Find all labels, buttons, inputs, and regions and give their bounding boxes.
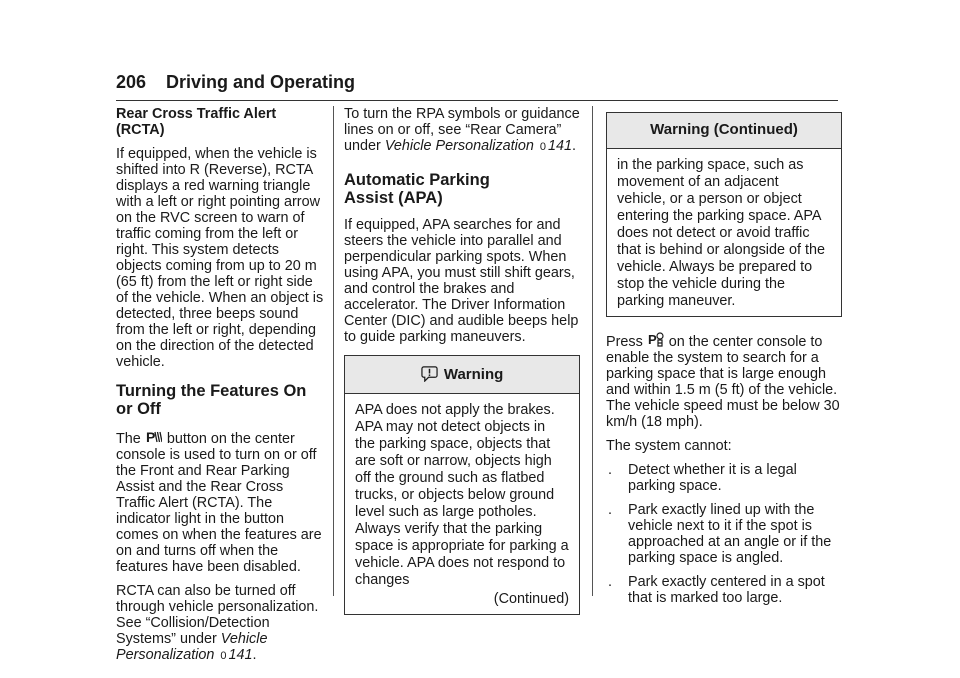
list-item-text: Park exactly lined up with the vehicle next to it if the spot is approached at an angle or if the parking space is angled. (628, 502, 832, 566)
bullet-glyph: . (608, 462, 612, 478)
column-right (606, 106, 842, 614)
page-header (116, 70, 838, 101)
svg-text:P: P (145, 429, 156, 445)
parking-assist-button-icon (648, 331, 664, 349)
rpa-paragraph (344, 106, 580, 155)
warning-text: APA does not apply the brakes. APA may not detect objects in the parking space, objects that are soft or narrow, objects high off the ground such as flatbed trucks, or objects below ground level such as large potholes. Always verify that the parking space is appropriate for parking a vehicle. APA does not respond to changes (355, 402, 569, 588)
press-paragraph (606, 331, 842, 430)
list-item-text: Park exactly centered in a spot that is marked too large. (628, 574, 825, 606)
svg-text:P: P (647, 332, 657, 347)
rcta-heading: Rear Cross Traffic Alert (RCTA) (116, 106, 277, 138)
rpa-text: To turn the RPA symbols or guidance lines on or off, see “Rear Camera” under (344, 106, 580, 154)
apa-heading-line1: Automatic Parking (344, 171, 490, 189)
column-divider (333, 106, 334, 596)
warning-continued-box (606, 112, 842, 317)
park-assist-icon (146, 428, 162, 446)
cannot-label: The system cannot: (606, 438, 732, 454)
vehicle-personalization-ref[interactable]: Vehicle Personalization (384, 138, 534, 154)
warning-body (345, 394, 579, 614)
rcta-off-paragraph (116, 583, 326, 664)
features-paragraph (116, 428, 326, 575)
section-title: Driving and Operating (166, 72, 356, 92)
warning-title: Warning (443, 366, 504, 383)
page-ref-number[interactable]: 141 (548, 138, 573, 154)
apa-heading-line2: Assist (APA) (344, 189, 443, 207)
list-item (606, 462, 842, 494)
rcta-off-text: RCTA can also be turned off through vehicle personalization. See “Collision/Detection Systems” under (116, 583, 319, 647)
features-text-pre: The (116, 431, 141, 447)
press-text-rest: enable the system to search for a parking space that is large enough and within 1.5 m (5 ft) of the vehicle. The vehicle speed must be below 30 km/h (18 mph). (606, 350, 840, 430)
list-item (606, 574, 842, 606)
warning-continued-header: Warning (Continued) (607, 113, 841, 149)
column-left (116, 106, 326, 672)
list-item-text: Detect whether it is a legal parking space. (628, 462, 797, 494)
page-ref-icon: 0 (220, 650, 227, 662)
period: . (252, 647, 257, 663)
warning-box (344, 355, 580, 615)
press-text-post: on the center console to (668, 334, 823, 350)
vehicle-personalization-ref[interactable]: Vehicle Personalization (116, 631, 268, 663)
press-text-pre: Press (606, 334, 643, 350)
apa-paragraph: If equipped, APA searches for and steers the vehicle into parallel and perpendicular parking spots. When using APA, you must still shift gears, and control the brakes and accelerator. The Driver Information Center (DIC) and audible beeps help to guide parking maneuvers. (344, 217, 579, 345)
apa-heading (344, 171, 580, 207)
cannot-list (606, 462, 842, 606)
warning-icon (421, 365, 438, 382)
features-heading: Turning the Features On or Off (116, 382, 307, 418)
bullet-glyph: . (608, 574, 612, 590)
column-middle (344, 106, 580, 615)
page-ref-icon: 0 (539, 141, 546, 153)
column-divider (592, 106, 593, 596)
continued-label: (Continued) (493, 591, 569, 607)
warning-header (345, 356, 579, 394)
page-number: 206 (116, 72, 147, 92)
list-item (606, 502, 842, 566)
features-text-post: button on the center console is used to turn on or off the Front and Rear Parking Assist and the Rear Cross Traffic Alert (RCTA). The indicator light in the button comes on when the features are on and turns off when the features have been disabled. (116, 431, 322, 575)
bullet-glyph: . (608, 502, 612, 518)
warning-continued-body (607, 149, 841, 316)
rcta-paragraph: If equipped, when the vehicle is shifted into R (Reverse), RCTA displays a red warning triangle with a left or right pointing arrow on the RVC screen to warn of traffic coming from the left or right. This system detects objects coming from up to 20 m (65 ft) from the left or right side of the vehicle. When an object is detected, three beeps sound from the left or right, depending on the direction of the detected vehicle. (116, 146, 324, 370)
period: . (572, 138, 577, 154)
warning-continued-text: in the parking space, such as movement of an adjacent vehicle, or a person or object entering the parking space. APA does not detect or avoid traffic that is behind or alongside of the vehicle. Always be prepared to stop the vehicle during the parking maneuver. (617, 157, 826, 309)
page-ref-number[interactable]: 141 (228, 647, 253, 663)
